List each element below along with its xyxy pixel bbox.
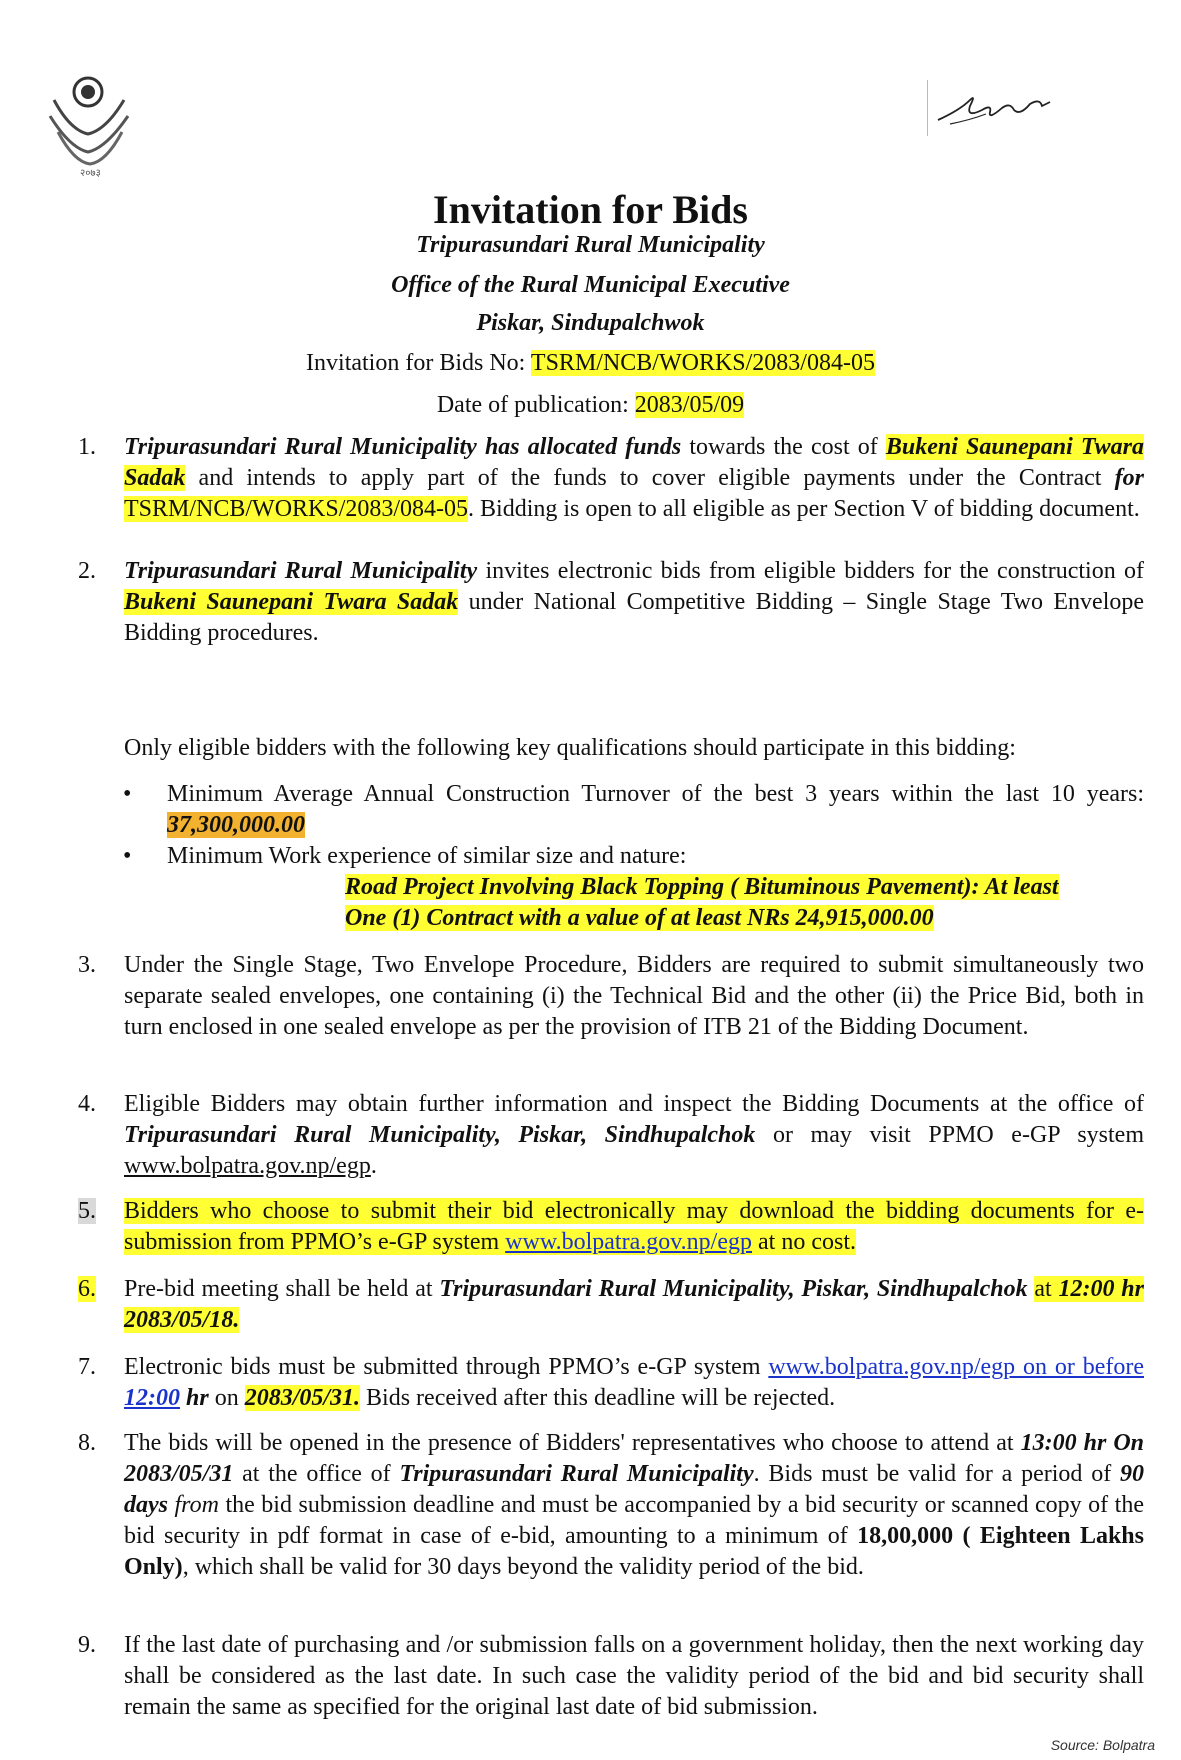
prebid-time: 12:00 hr 2083/05/18. bbox=[124, 1276, 1144, 1333]
publication-label: Date of publication: bbox=[436, 392, 635, 418]
clause-text: Tripurasundari Rural Municipality has allocated funds towards the cost of Bukeni Saunepani Twara Sadak and intends to apply part of the funds to cover eligible payments under the Contract for TSRM/NCB/WORKS/2083/084-05. Bidding is open to all eligible as per Section V of bidding document. bbox=[124, 434, 1144, 522]
clause-number: 7. bbox=[78, 1354, 96, 1380]
bid-security-amount: 18,00,000 ( Eighteen Lakhs Only) bbox=[124, 1523, 1144, 1580]
opening-time: 13:00 hr On 2083/05/31 bbox=[124, 1430, 1145, 1487]
ifb-number: TSRM/NCB/WORKS/2083/084-05 bbox=[124, 496, 469, 522]
clause-text: Under the Single Stage, Two Envelope Procedure, Bidders are required to submit simultaneously two separate sealed envelopes, one containing (i) the Technical Bid and the other (ii) the Price Bid, both in turn enclosed in one sealed envelope as per the provision of ITB 21 of the Bidding Document. bbox=[124, 952, 1144, 1040]
clause-7 bbox=[78, 1352, 1144, 1414]
clause-5 bbox=[78, 1196, 1144, 1258]
clause-text: Pre-bid meeting shall be held at Tripurasundari Rural Municipality, Piskar, Sindhupalchok at 12:00 hr 2083/05/18. bbox=[124, 1276, 1144, 1333]
egp-link[interactable]: www.bolpatra.gov.np/egp bbox=[505, 1229, 752, 1255]
signature-divider bbox=[927, 80, 928, 136]
office-name: Office of the Rural Municipal Executive bbox=[391, 272, 790, 298]
ifb-number: TSRM/NCB/WORKS/2083/084-05 bbox=[530, 350, 875, 376]
prebid-place: Tripurasundari Rural Municipality, Piskar, Sindhupalchok bbox=[439, 1276, 1028, 1302]
clause-text: Tripurasundari Rural Municipality invites electronic bids from eligible bidders for the construction of Bukeni Saunepani Twara Sadak under National Competitive Bidding – Single Stage Two Envelope Bidding procedures. bbox=[124, 558, 1145, 646]
publication-date-line bbox=[0, 391, 1181, 419]
clause-3 bbox=[78, 950, 1144, 1074]
ifb-number-line bbox=[0, 349, 1181, 377]
bullet-icon: • bbox=[123, 843, 132, 869]
clause-number: 1. bbox=[78, 434, 96, 460]
clause-number: 2. bbox=[78, 558, 96, 584]
org-name: Tripurasundari Rural Municipality bbox=[416, 232, 765, 258]
clause-number: 9. bbox=[78, 1632, 96, 1658]
office-location: Piskar, Sindupalchwok bbox=[476, 310, 705, 336]
clause-number: 6. bbox=[78, 1276, 96, 1302]
clause-1 bbox=[78, 432, 1144, 556]
clause-6 bbox=[78, 1274, 1144, 1336]
project-name: Bukeni Saunepani Twara Sadak bbox=[124, 589, 459, 615]
clause-8 bbox=[78, 1428, 1144, 1614]
clause-text: If the last date of purchasing and /or submission falls on a government holiday, then the next working day shall be considered as the last date. In such case the validity period of the bid and bid security shall remain the same as specified for the original last date of bid submission. bbox=[124, 1632, 1144, 1720]
clause-text: The bids will be opened in the presence of Bidders' representatives who choose to attend at 13:00 hr On 2083/05/31 at the office of Tripurasundari Rural Municipality. Bids must be valid for a period of 90 days from the bid submission deadline and must be accompanied by a bid security or scanned copy of the bid security in pdf format in case of e-bid, amounting to a minimum of 18,00,000 ( Eighteen Lakhs Only), which shall be valid for 30 days beyond the validity period of the bid. bbox=[124, 1430, 1145, 1580]
egp-link[interactable]: www.bolpatra.gov.np/egp bbox=[124, 1153, 371, 1179]
clause-number: 5. bbox=[78, 1198, 96, 1224]
clause-text: Eligible Bidders may obtain further information and inspect the Bidding Documents at the office of Tripurasundari Rural Municipality, Piskar, Sindhupalchok or may visit PPMO e-GP system www.bolpatra.gov.np/egp. bbox=[124, 1091, 1144, 1179]
qualification-bullet-turnover: • Minimum Average Annual Construction Turnover of the best 3 years within the last 10 years: 37,300,000.00 bbox=[123, 781, 1144, 838]
handwritten-signature-icon bbox=[930, 80, 1080, 150]
deadline-time: 12:00 bbox=[124, 1385, 180, 1411]
document-page: २०७३ Invitation for Bids Tripurasundari Rural Municipality Office of the Rural Municipal Executive Piskar, Sindupalchwok Invitation for Bids No: TSRM/NCB/WORKS/2083/084-05 Date of publication: 2083/05/09 1. Tripurasundari Rural Municipality has allocated funds towards the cost of Bukeni Saunepani Twara Sadak and intends to apply part of the funds to cover eligible payments under the Contract for TSRM/NCB/WORKS/2083/084-05. Bidding is open to all eligible as per Section V of bidding document. 2. Tripurasundari Rural Municipality invites electronic bids from eligible bidders for the construction of Bukeni Saunepani Twara Sadak under National Competitive Bidding – Single Stage Two Envelope Bidding procedures. Only eligible bidders with the following key qualifications should participate in this bidding: • Minimum Average Annual Construction Turnover of the best 3 years within the last 10 years: 37,300,000.00 • Minimum Work experience of similar size and nature: Road Project Involving Black Topping ( Bituminous Pavement): At least One (1) Contract with a value of at least NRs 24,915,000.00 3. Under the Single Stage, Two Envelope Procedure, Bidders are required to submit simultaneously two separate sealed envelopes, one containing (i) the Technical Bid and the other (ii) the Price Bid, both in turn enclosed in one sealed envelope as per the provision of ITB 21 of the Bidding Document. 4. Eligible Bidders may obtain further information and inspect the Bidding Documents at the office of Tripurasundari Rural Municipality, Piskar, Sindhupalchok or may visit PPMO e-GP system www.bolpatra.gov.np/egp. 5. Bidders who choose to submit their bid electronically may download the bidding documents for e-submission from PPMO’s e-GP system www.bolpatra.gov.np/egp at no cost. 6. Pre-bid meeting shall be held at Tripurasundari Rural Municipality, Piskar, Sindhupalchok at 12:00 hr 2083/05/18. 7. Electronic bids must be submitted through PPMO’s e-GP system www.bolpatra.gov.np/egp on or before 12:00 hr on 2083/05/31. Bids received after this deadline will be rejected. 8. The bids will be opened in the presence of Bidders' representatives who choose to attend at 13:00 hr On 2083/05/31 at the office of Tripurasundari Rural Municipality. Bids must be valid for a period of 90 days from the bid submission deadline and must be accompanied by a bid security or scanned copy of the bid security in pdf format in case of e-bid, amounting to a minimum of 18,00,000 ( Eighteen Lakhs Only), which shall be valid for 30 days beyond the validity period of the bid. 9. If the last date of purchasing and /or submission falls on a government holiday, then the next working day shall be considered as the last date. In such case the validity period of the bid and bid security shall remain the same as specified for the original last date of bid submission. Source: Bolpatra bbox=[0, 0, 1181, 1760]
clause-2 bbox=[78, 556, 1144, 649]
ifb-label: Invitation for Bids No: bbox=[306, 350, 531, 376]
clause-text: Electronic bids must be submitted through PPMO’s e-GP system www.bolpatra.gov.np/egp on or before 12:00 hr on 2083/05/31. Bids received after this deadline will be rejected. bbox=[124, 1354, 1144, 1411]
egp-link[interactable]: www.bolpatra.gov.np/egp on or before bbox=[768, 1354, 1144, 1380]
clause-9 bbox=[78, 1630, 1144, 1723]
project-name: Bukeni Saunepani Twara Sadak bbox=[124, 434, 1144, 491]
clause-number: 4. bbox=[78, 1091, 96, 1117]
municipality-seal-icon bbox=[40, 70, 140, 180]
page-title: Invitation for Bids bbox=[433, 187, 748, 232]
experience-requirement: Road Project Involving Black Topping ( Bituminous Pavement): At least One (1) Contract with a value of at least NRs 24,915,000.00 bbox=[345, 874, 1059, 931]
clause-number: 8. bbox=[78, 1430, 96, 1456]
svg-text:२०७३: २०७३ bbox=[80, 168, 101, 179]
source-note: Source: Bolpatra bbox=[1050, 1737, 1155, 1753]
turnover-value: 37,300,000.00 bbox=[167, 812, 305, 838]
clause-text: Bidders who choose to submit their bid electronically may download the bidding documents for e-submission from PPMO’s e-GP system www.bolpatra.gov.np/egp at no cost. bbox=[124, 1198, 1144, 1255]
clause-number: 3. bbox=[78, 952, 96, 978]
publication-date: 2083/05/09 bbox=[634, 392, 745, 418]
clause-4 bbox=[78, 1089, 1144, 1182]
validity-days: 90 days bbox=[124, 1461, 1145, 1518]
bullet-icon: • bbox=[123, 781, 132, 807]
deadline-date: 2083/05/31. bbox=[244, 1385, 361, 1411]
office-address: Tripurasundari Rural Municipality, Piskar, Sindhupalchok bbox=[124, 1122, 756, 1148]
